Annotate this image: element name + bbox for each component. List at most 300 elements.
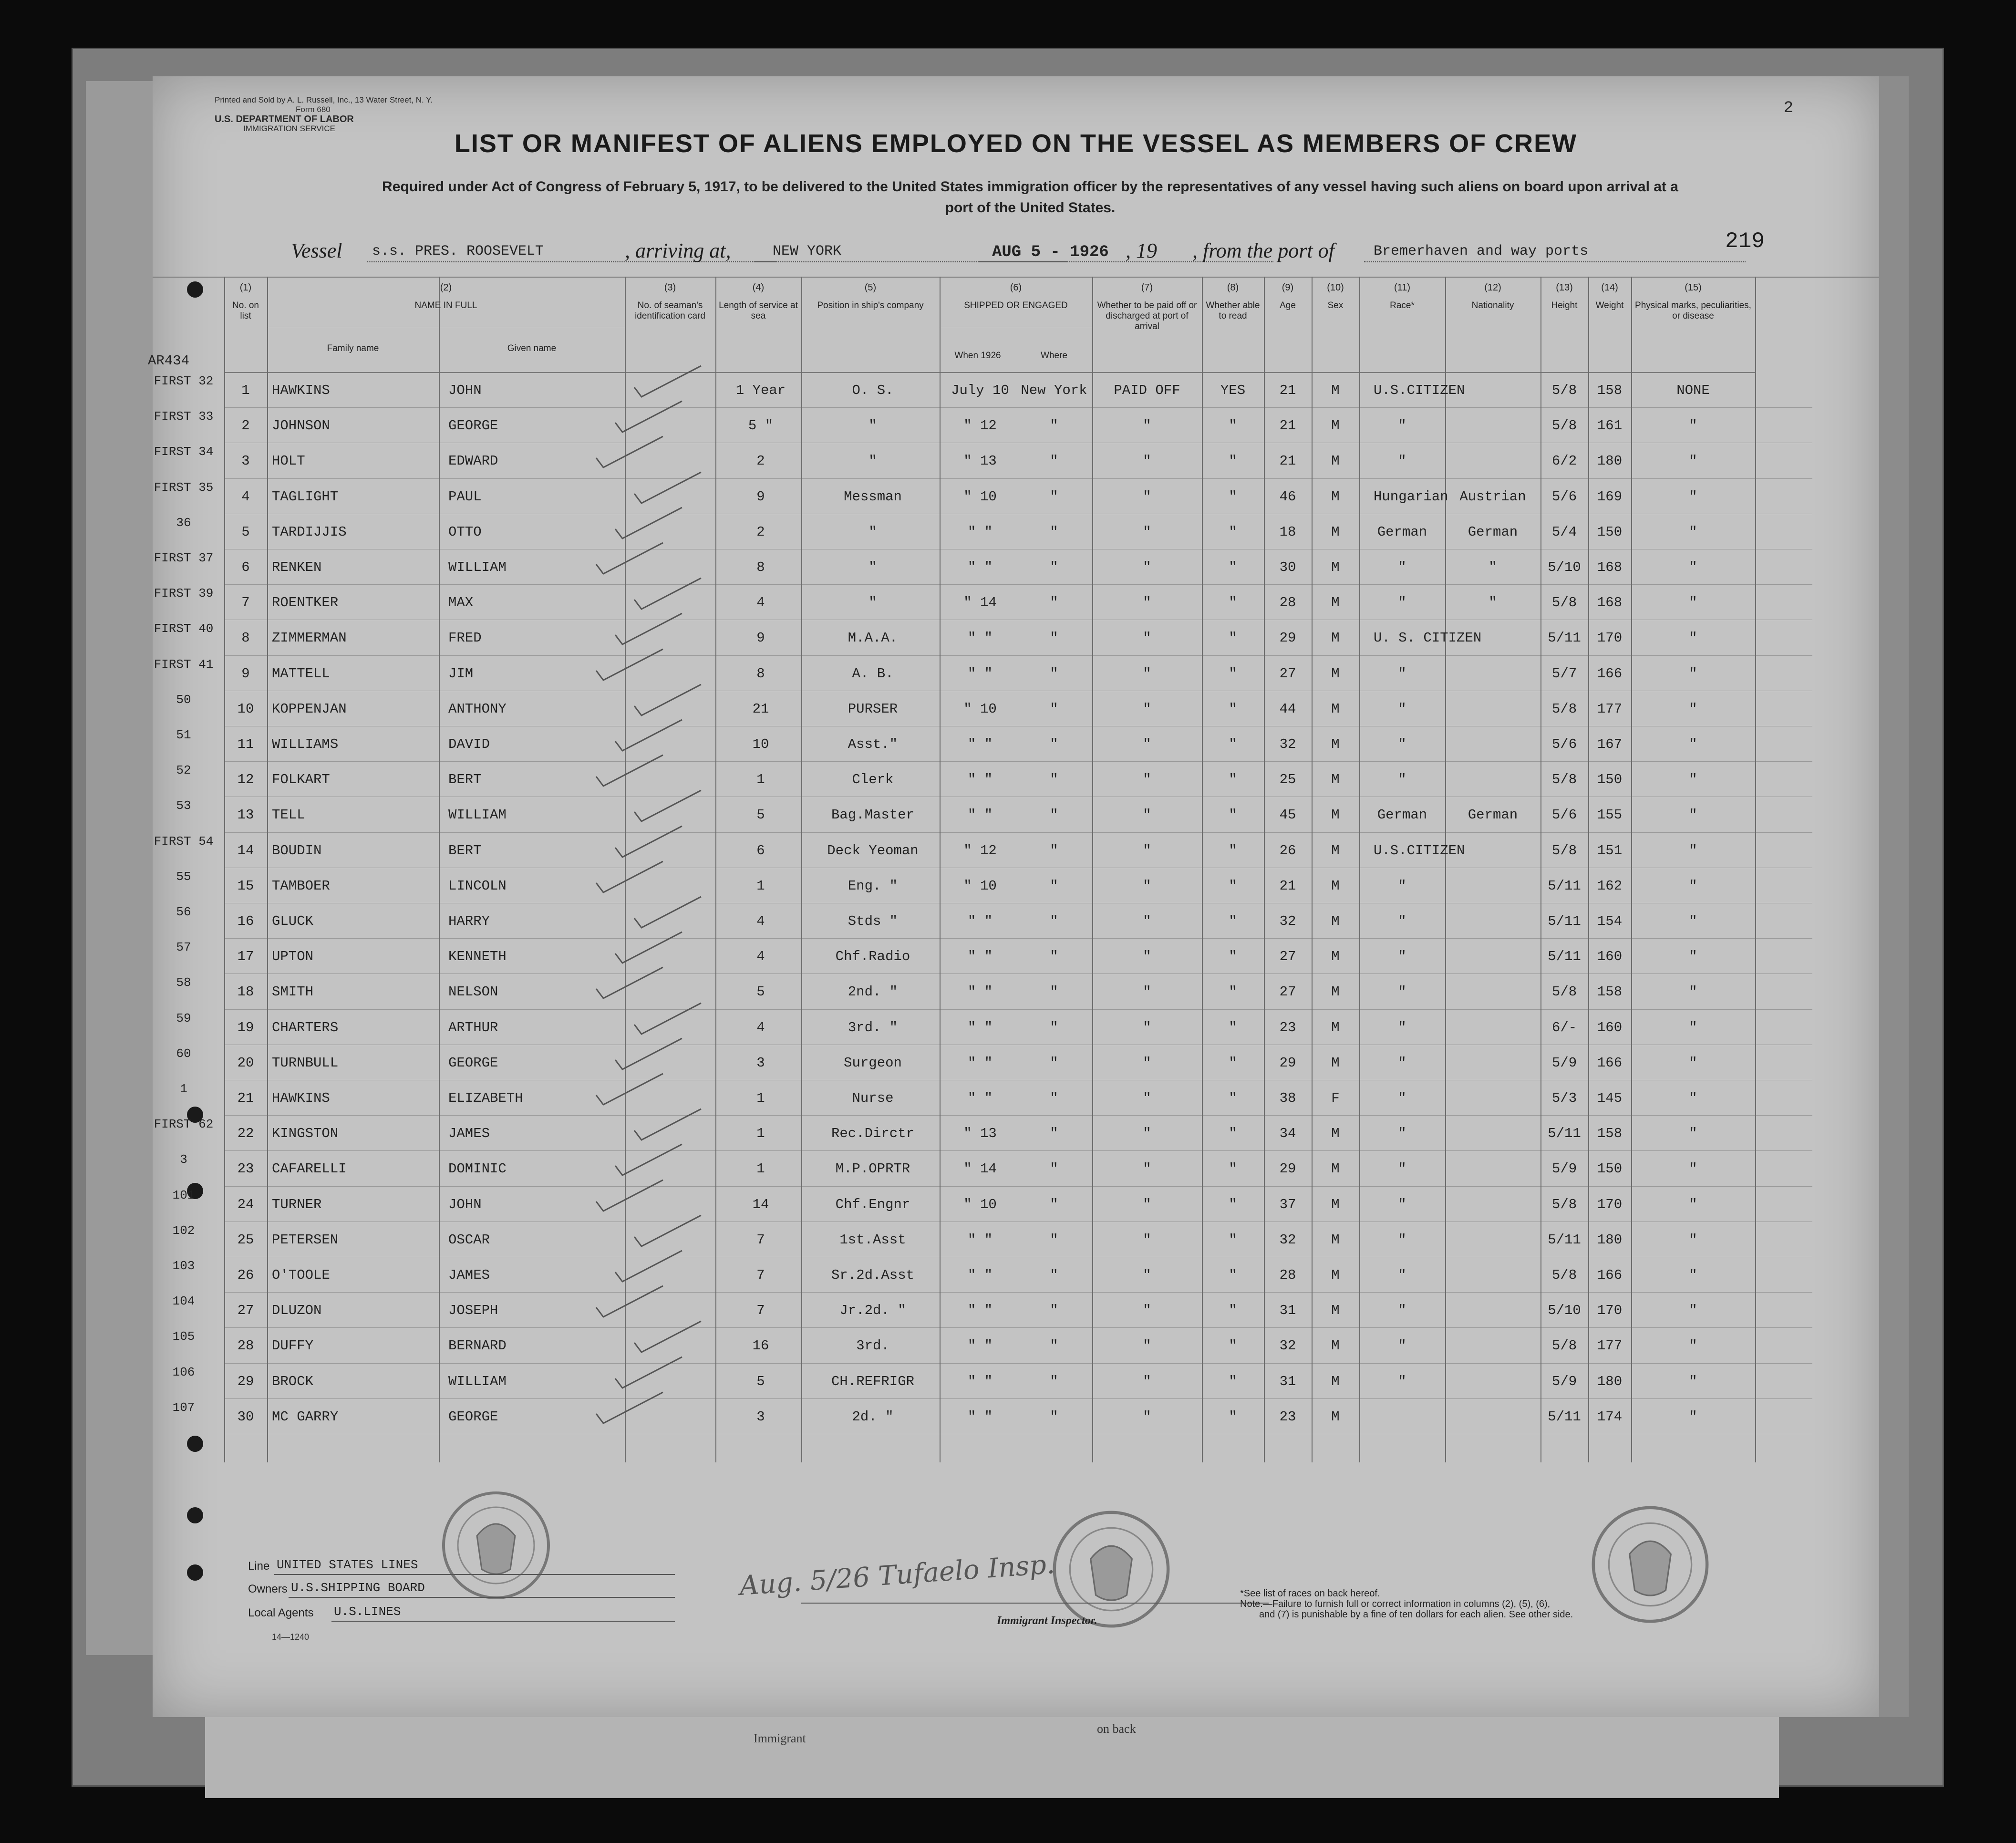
row-weight: 169 xyxy=(1597,488,1623,505)
row-family: TAMBOER xyxy=(272,878,330,894)
row-no: 22 xyxy=(237,1126,254,1142)
row-read: " xyxy=(1229,1408,1237,1425)
row-rule xyxy=(224,1398,1812,1399)
when-header: When 1926 xyxy=(954,351,1001,361)
row-sex: M xyxy=(1331,524,1340,540)
row-service: 3 xyxy=(756,1055,765,1071)
row-when: " 12 xyxy=(963,842,997,859)
row-where: " xyxy=(1050,1019,1058,1035)
row-no: 11 xyxy=(237,736,254,752)
list-margin-number: 58 xyxy=(176,975,191,990)
owners-underline xyxy=(289,1597,675,1598)
row-no: 6 xyxy=(241,559,250,575)
row-position: Sr.2d.Asst xyxy=(831,1267,915,1283)
row-marks: " xyxy=(1689,949,1697,965)
row-weight: 160 xyxy=(1597,949,1623,965)
row-read: " xyxy=(1229,1267,1237,1283)
row-marks: NONE xyxy=(1676,383,1710,398)
row-weight: 145 xyxy=(1597,1090,1623,1106)
row-race: " xyxy=(1398,1090,1406,1106)
row-nat: " xyxy=(1489,559,1497,575)
check-mark-icon xyxy=(630,576,706,614)
row-rule xyxy=(224,761,1812,762)
row-marks: " xyxy=(1689,1019,1697,1035)
row-paid: " xyxy=(1143,1126,1151,1142)
row-when: " 13 xyxy=(963,453,997,469)
row-race: U.S.CITIZEN xyxy=(1374,383,1465,398)
row-where: " xyxy=(1050,772,1058,788)
row-weight: 177 xyxy=(1597,1338,1623,1354)
row-height: 5/8 xyxy=(1551,772,1577,788)
row-given: ARTHUR xyxy=(448,1019,498,1035)
row-position: 1st.Asst xyxy=(839,1232,906,1248)
row-marks: " xyxy=(1689,1373,1697,1389)
row-rule xyxy=(224,1292,1812,1293)
row-given: BERT xyxy=(448,842,482,859)
row-position: " xyxy=(868,418,877,434)
row-sex: M xyxy=(1331,1408,1340,1425)
row-paid: " xyxy=(1143,1267,1151,1283)
departure-port: Bremerhaven and way ports xyxy=(1374,243,1589,259)
row-where: New York xyxy=(1021,383,1087,398)
row-service: 14 xyxy=(752,1196,769,1212)
form-code: 14—1240 xyxy=(272,1632,310,1642)
row-race: " xyxy=(1398,1126,1406,1142)
row-race: " xyxy=(1398,1267,1406,1283)
list-margin-number: 104 xyxy=(172,1294,195,1309)
check-mark-icon xyxy=(591,1071,668,1109)
row-given: KENNETH xyxy=(448,949,507,965)
row-sex: M xyxy=(1331,807,1340,823)
consulate-seal-icon xyxy=(439,1488,553,1603)
department: U.S. DEPARTMENT OF LABOR xyxy=(215,114,354,124)
row-marks: " xyxy=(1689,630,1697,646)
row-position: " xyxy=(868,453,877,469)
row-read: " xyxy=(1229,453,1237,469)
footnote-line: Note.—Failure to furnish full or correct information in columns (2), (5), (6), xyxy=(1240,1599,1551,1609)
list-margin-number: FIRST 39 xyxy=(154,586,214,601)
row-read: " xyxy=(1229,1019,1237,1035)
read-header: Whether able to read xyxy=(1206,300,1260,321)
row-no: 3 xyxy=(241,453,250,469)
row-when: " " xyxy=(967,524,993,540)
row-paid: " xyxy=(1143,630,1151,646)
owners-label: Owners xyxy=(248,1583,288,1595)
row-service: 1 xyxy=(756,1161,765,1177)
row-sex: M xyxy=(1331,559,1340,575)
list-margin-number: 51 xyxy=(176,728,191,742)
row-weight: 158 xyxy=(1597,1126,1623,1142)
row-paid: " xyxy=(1143,453,1151,469)
list-margin-number: FIRST 33 xyxy=(154,409,214,424)
row-age: 23 xyxy=(1279,1408,1296,1425)
check-mark-icon xyxy=(630,1213,706,1251)
column-number: (4) xyxy=(752,282,765,293)
row-service: 1 xyxy=(756,1090,765,1106)
row-when: " 10 xyxy=(963,701,997,717)
row-given: JAMES xyxy=(448,1267,490,1283)
row-sex: M xyxy=(1331,630,1340,646)
row-service: 8 xyxy=(756,665,765,682)
row-position: A. B. xyxy=(852,665,894,682)
check-mark-icon xyxy=(591,965,668,1003)
column-rule xyxy=(1755,277,1756,1462)
row-position: 3rd. xyxy=(856,1338,889,1354)
row-race: " xyxy=(1398,878,1406,894)
list-margin-number: FIRST 32 xyxy=(154,374,214,388)
row-read: " xyxy=(1229,595,1237,611)
row-paid: " xyxy=(1143,1161,1151,1177)
row-given: FRED xyxy=(448,630,482,646)
row-marks: " xyxy=(1689,1303,1697,1319)
row-service: 4 xyxy=(756,1019,765,1035)
check-mark-icon xyxy=(610,399,687,437)
row-age: 45 xyxy=(1279,807,1296,823)
row-service: 7 xyxy=(756,1232,765,1248)
row-weight: 170 xyxy=(1597,1303,1623,1319)
check-mark-icon xyxy=(630,1107,706,1145)
row-position: CH.REFRIGR xyxy=(831,1373,915,1389)
row-family: TARDIJJIS xyxy=(272,524,347,540)
column-rule xyxy=(1445,277,1446,1462)
row-age: 27 xyxy=(1279,665,1296,682)
row-read: " xyxy=(1229,559,1237,575)
row-nat: " xyxy=(1489,595,1497,611)
list-margin-number: 59 xyxy=(176,1011,191,1025)
row-when: " 14 xyxy=(963,595,997,611)
row-height: 5/11 xyxy=(1548,949,1581,965)
row-race: U.S.CITIZEN xyxy=(1374,842,1465,859)
row-height: 5/6 xyxy=(1551,736,1577,752)
row-marks: " xyxy=(1689,1126,1697,1142)
row-height: 6/- xyxy=(1551,1019,1577,1035)
row-race: U. S. CITIZEN xyxy=(1374,630,1482,646)
row-no: 5 xyxy=(241,524,250,540)
row-read: " xyxy=(1229,1196,1237,1212)
row-height: 5/7 xyxy=(1551,665,1577,682)
row-service: 6 xyxy=(756,842,765,859)
row-race: " xyxy=(1398,701,1406,717)
row-service: 2 xyxy=(756,524,765,540)
row-marks: " xyxy=(1689,1338,1697,1354)
row-sex: M xyxy=(1331,1373,1340,1389)
row-height: 5/11 xyxy=(1548,1232,1581,1248)
row-service: 7 xyxy=(756,1267,765,1283)
row-height: 5/11 xyxy=(1548,878,1581,894)
row-read: " xyxy=(1229,488,1237,505)
row-rule xyxy=(224,1150,1812,1151)
list-margin-number: FIRST 40 xyxy=(154,621,214,636)
row-sex: M xyxy=(1331,1338,1340,1354)
row-when: " " xyxy=(967,1408,993,1425)
row-when: " " xyxy=(967,1019,993,1035)
row-rule xyxy=(224,938,1812,939)
row-height: 5/10 xyxy=(1548,559,1581,575)
row-age: 37 xyxy=(1279,1196,1296,1212)
row-position: M.P.OPRTR xyxy=(835,1161,910,1177)
row-read: " xyxy=(1229,949,1237,965)
row-age: 32 xyxy=(1279,736,1296,752)
row-age: 29 xyxy=(1279,1055,1296,1071)
row-where: " xyxy=(1050,1196,1058,1212)
row-read: " xyxy=(1229,984,1237,1000)
row-where: " xyxy=(1050,1090,1058,1106)
row-family: HAWKINS xyxy=(272,383,330,398)
list-margin-number: 60 xyxy=(176,1046,191,1061)
row-marks: " xyxy=(1689,772,1697,788)
row-no: 27 xyxy=(237,1303,254,1319)
row-age: 46 xyxy=(1279,488,1296,505)
row-sex: M xyxy=(1331,984,1340,1000)
row-age: 31 xyxy=(1279,1373,1296,1389)
row-height: 5/9 xyxy=(1551,1373,1577,1389)
row-no: 28 xyxy=(237,1338,254,1354)
row-race: " xyxy=(1398,1055,1406,1071)
row-marks: " xyxy=(1689,418,1697,434)
row-where: " xyxy=(1050,1232,1058,1248)
row-family: GLUCK xyxy=(272,913,314,929)
row-marks: " xyxy=(1689,1055,1697,1071)
column-number: (5) xyxy=(864,282,877,293)
check-mark-icon xyxy=(610,611,687,649)
column-number: (14) xyxy=(1601,282,1618,293)
row-weight: 170 xyxy=(1597,1196,1623,1212)
family-name-header: Family name xyxy=(327,343,379,353)
row-where: " xyxy=(1050,736,1058,752)
row-family: TELL xyxy=(272,807,305,823)
row-no: 10 xyxy=(237,701,254,717)
row-age: 32 xyxy=(1279,1232,1296,1248)
row-race: German xyxy=(1377,524,1427,540)
year-label: , 19 xyxy=(1126,239,1157,262)
row-when: " " xyxy=(967,630,993,646)
row-age: 23 xyxy=(1279,1019,1296,1035)
row-service: 5 " xyxy=(748,418,774,434)
row-sex: M xyxy=(1331,772,1340,788)
row-no: 8 xyxy=(241,630,250,646)
column-rule xyxy=(940,277,941,1462)
shipped-header: SHIPPED OR ENGAGED xyxy=(964,300,1068,311)
list-margin-number: 103 xyxy=(172,1259,195,1273)
list-margin-number: 3 xyxy=(180,1152,187,1167)
torn-page-fragment xyxy=(205,1717,1779,1798)
row-where: " xyxy=(1050,701,1058,717)
row-when: " 10 xyxy=(963,488,997,505)
physical-header: Physical marks, peculiarities, or disease xyxy=(1635,300,1751,321)
age-header: Age xyxy=(1280,300,1296,311)
row-weight: 166 xyxy=(1597,665,1623,682)
row-when: " " xyxy=(967,1055,993,1071)
list-margin-number: 101 xyxy=(172,1188,195,1202)
row-when: " " xyxy=(967,559,993,575)
header-bottom-rule xyxy=(224,372,1755,373)
row-age: 32 xyxy=(1279,1338,1296,1354)
nationality-header: Nationality xyxy=(1471,300,1514,311)
row-read: " xyxy=(1229,418,1237,434)
row-when: July 10 xyxy=(951,383,1009,398)
row-read: " xyxy=(1229,1161,1237,1177)
row-read: " xyxy=(1229,630,1237,646)
column-number: (9) xyxy=(1282,282,1294,293)
row-position: " xyxy=(868,524,877,540)
row-when: " " xyxy=(967,984,993,1000)
table-top-rule xyxy=(153,277,1879,278)
row-height: 5/10 xyxy=(1548,1303,1581,1319)
row-position: Chf.Radio xyxy=(835,949,910,965)
row-given: PAUL xyxy=(448,488,482,505)
row-race: German xyxy=(1377,807,1427,823)
row-family: SMITH xyxy=(272,984,314,1000)
row-where: " xyxy=(1050,630,1058,646)
row-rule xyxy=(224,1009,1812,1010)
row-when: " 14 xyxy=(963,1161,997,1177)
row-paid: " xyxy=(1143,913,1151,929)
name-header: NAME IN FULL xyxy=(414,300,477,311)
row-weight: 174 xyxy=(1597,1408,1623,1425)
row-paid: " xyxy=(1143,807,1151,823)
row-where: " xyxy=(1050,913,1058,929)
row-service: 4 xyxy=(756,949,765,965)
check-mark-icon xyxy=(610,1355,687,1393)
row-sex: M xyxy=(1331,878,1340,894)
row-position: PURSER xyxy=(848,701,898,717)
row-service: 4 xyxy=(756,595,765,611)
row-sex: M xyxy=(1331,1126,1340,1142)
row-no: 12 xyxy=(237,772,254,788)
row-marks: " xyxy=(1689,559,1697,575)
row-read: " xyxy=(1229,1373,1237,1389)
row-service: 5 xyxy=(756,1373,765,1389)
row-no: 24 xyxy=(237,1196,254,1212)
row-age: 21 xyxy=(1279,383,1296,398)
row-family: DLUZON xyxy=(272,1303,322,1319)
row-family: TAGLIGHT xyxy=(272,488,339,505)
row-given: ELIZABETH xyxy=(448,1090,523,1106)
row-where: " xyxy=(1050,1267,1058,1283)
row-weight: 180 xyxy=(1597,453,1623,469)
row-service: 2 xyxy=(756,453,765,469)
race-header: Race* xyxy=(1390,300,1415,311)
row-race: " xyxy=(1398,1303,1406,1319)
row-service: 1 Year xyxy=(735,383,786,398)
row-height: 5/8 xyxy=(1551,1338,1577,1354)
row-position: 3rd. " xyxy=(848,1019,898,1035)
row-paid: " xyxy=(1143,524,1151,540)
row-paid: " xyxy=(1143,1232,1151,1248)
row-family: CAFARELLI xyxy=(272,1161,347,1177)
row-sex: M xyxy=(1331,949,1340,965)
row-no: 21 xyxy=(237,1090,254,1106)
row-race: " xyxy=(1398,595,1406,611)
column-rule xyxy=(801,277,802,1462)
row-where: " xyxy=(1050,878,1058,894)
row-position: M.A.A. xyxy=(848,630,898,646)
row-family: KOPPENJAN xyxy=(272,701,347,717)
row-given: WILLIAM xyxy=(448,1373,507,1389)
row-given: LINCOLN xyxy=(448,878,507,894)
row-given: GEORGE xyxy=(448,1408,498,1425)
column-number: (15) xyxy=(1685,282,1702,293)
row-family: ROENTKER xyxy=(272,595,339,611)
row-position: Eng. " xyxy=(848,878,898,894)
row-marks: " xyxy=(1689,1408,1697,1425)
check-mark-icon xyxy=(630,1319,706,1357)
row-sex: M xyxy=(1331,1196,1340,1212)
column-rule xyxy=(439,277,440,1462)
row-age: 38 xyxy=(1279,1090,1296,1106)
row-read: " xyxy=(1229,1055,1237,1071)
no-header: No. on list xyxy=(232,300,259,321)
row-where: " xyxy=(1050,418,1058,434)
row-paid: " xyxy=(1143,701,1151,717)
check-mark-icon xyxy=(591,753,668,791)
list-margin-number: 106 xyxy=(172,1365,195,1379)
row-family: JOHNSON xyxy=(272,418,330,434)
list-margin-number: 57 xyxy=(176,940,191,955)
row-family: HAWKINS xyxy=(272,1090,330,1106)
row-given: OTTO xyxy=(448,524,482,540)
check-mark-icon xyxy=(610,1142,687,1180)
row-no: 29 xyxy=(237,1373,254,1389)
list-margin-number: FIRST 62 xyxy=(154,1117,214,1132)
list-margin-number: FIRST 54 xyxy=(154,834,214,849)
row-where: " xyxy=(1050,949,1058,965)
row-sex: F xyxy=(1331,1090,1340,1106)
position-header: Position in ship's company xyxy=(817,300,924,311)
consulate-seal-icon xyxy=(1049,1507,1173,1631)
row-family: FOLKART xyxy=(272,772,330,788)
row-where: " xyxy=(1050,1303,1058,1319)
row-height: 5/9 xyxy=(1551,1055,1577,1071)
row-family: HOLT xyxy=(272,453,305,469)
column-number: (3) xyxy=(664,282,676,293)
row-height: 5/6 xyxy=(1551,488,1577,505)
row-service: 21 xyxy=(752,701,769,717)
row-family: UPTON xyxy=(272,949,314,965)
check-mark-icon xyxy=(630,470,706,508)
height-header: Height xyxy=(1551,300,1578,311)
row-no: 9 xyxy=(241,665,250,682)
row-race: " xyxy=(1398,1161,1406,1177)
row-height: 5/11 xyxy=(1548,1126,1581,1142)
weight-header: Weight xyxy=(1595,300,1624,311)
row-when: " 12 xyxy=(963,418,997,434)
row-weight: 166 xyxy=(1597,1055,1623,1071)
check-mark-icon xyxy=(591,540,668,579)
row-family: O'TOOLE xyxy=(272,1267,330,1283)
row-given: OSCAR xyxy=(448,1232,490,1248)
row-height: 5/11 xyxy=(1548,1408,1581,1425)
row-race: " xyxy=(1398,418,1406,434)
row-height: 5/6 xyxy=(1551,807,1577,823)
list-margin-number: FIRST 34 xyxy=(154,445,214,459)
row-age: 31 xyxy=(1279,1303,1296,1319)
row-where: " xyxy=(1050,665,1058,682)
row-position: 2nd. " xyxy=(848,984,898,1000)
column-number: (13) xyxy=(1556,282,1573,293)
row-where: " xyxy=(1050,1373,1058,1389)
row-service: 3 xyxy=(756,1408,765,1425)
row-height: 5/8 xyxy=(1551,418,1577,434)
row-given: JOHN xyxy=(448,1196,482,1212)
row-position: Messman xyxy=(844,488,902,505)
row-when: " " xyxy=(967,1090,993,1106)
row-race: " xyxy=(1398,984,1406,1000)
row-marks: " xyxy=(1689,524,1697,540)
row-given: JIM xyxy=(448,665,474,682)
row-weight: 162 xyxy=(1597,878,1623,894)
fragment-text: on back xyxy=(1097,1722,1136,1736)
